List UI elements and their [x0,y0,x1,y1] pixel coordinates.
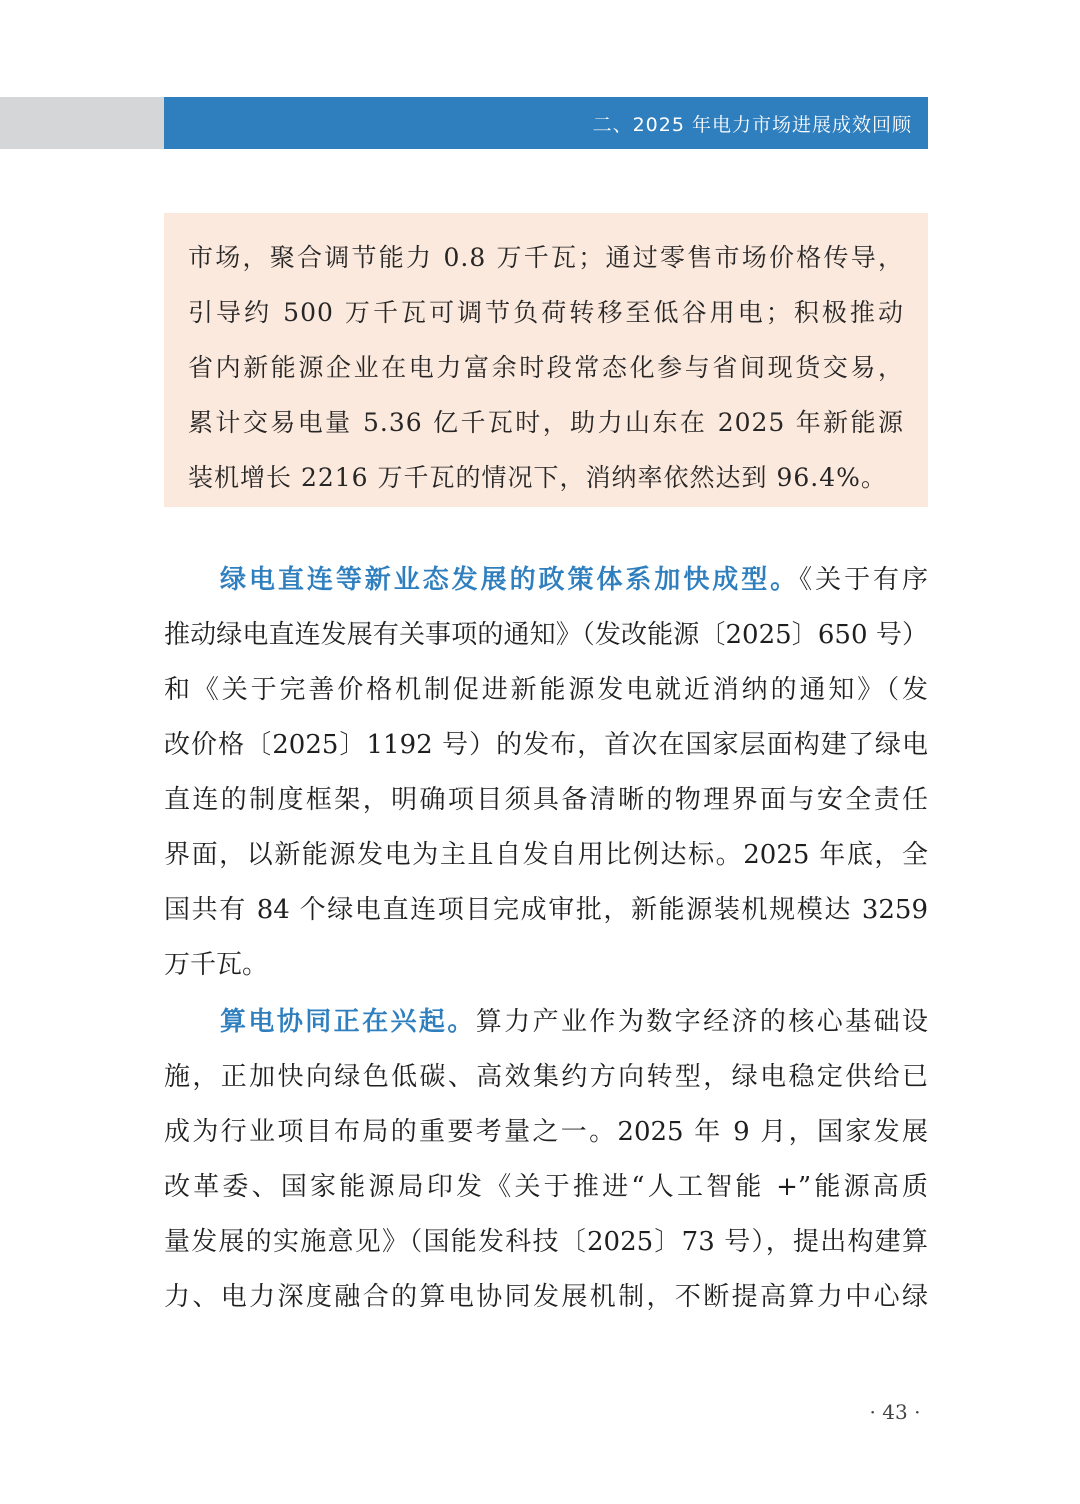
paragraph-text: 《关于有序 [799,565,928,595]
paragraph-line: 直连的制度框架，明确项目须具备清晰的物理界面与安全责任 [164,785,928,815]
paragraph-line: 推动绿电直连发展有关事项的通知》（发改能源〔2025〕650 号） [164,620,928,650]
paragraph-first-line [164,553,928,608]
callout-line: 累计交易电量 5.36 亿千瓦时，助力山东在 2025 年新能源 [188,408,904,437]
paragraph-line: 改革委、国家能源局印发《关于推进“人工智能 +”能源高质 [164,1172,928,1202]
paragraph-line: 量发展的实施意见》（国能发科技〔2025〕73 号），提出构建算 [164,1227,928,1257]
paragraph-line: 界面，以新能源发电为主且自发自用比例达标。2025 年底，全 [164,840,928,870]
paragraph-line: 成为行业项目布局的重要考量之一。2025 年 9 月，国家发展 [164,1117,928,1147]
paragraph-line: 和《关于完善价格机制促进新能源发电就近消纳的通知》（发 [164,675,928,705]
callout-line: 市场，聚合调节能力 0.8 万千瓦；通过零售市场价格传导， [188,243,904,272]
paragraph-lead-heading: 绿电直连等新业态发展的政策体系加快成型。 [220,565,800,595]
callout-box [164,213,928,507]
paragraph-line: 国共有 84 个绿电直连项目完成审批，新能源装机规模达 3259 [164,895,928,925]
header-grey-band [0,97,164,149]
paragraph-line: 改价格〔2025〕1192 号）的发布，首次在国家层面构建了绿电 [164,730,928,760]
callout-line: 引导约 500 万千瓦可调节负荷转移至低谷用电；积极推动 [188,298,904,327]
page-number: · 43 · [869,1400,921,1424]
paragraph-compute-power-synergy [164,995,928,1325]
callout-line: 装机增长 2216 万千瓦的情况下，消纳率依然达到 96.4%。 [188,463,887,492]
paragraph-line: 万千瓦。 [164,950,269,980]
paragraph-line: 施，正加快向绿色低碳、高效集约方向转型，绿电稳定供给已 [164,1062,928,1092]
callout-line: 省内新能源企业在电力富余时段常态化参与省间现货交易， [188,353,904,382]
paragraph-green-direct-connection [164,553,928,993]
paragraph-lead-heading: 算电协同正在兴起。 [220,1007,476,1037]
section-title: 二、2025 年电力市场进展成效回顾 [592,113,912,136]
paragraph-line: 力、电力深度融合的算电协同发展机制，不断提高算力中心绿 [164,1282,928,1312]
paragraph-first-line [164,995,928,1050]
section-header-bar [164,97,928,149]
paragraph-text: 算力产业作为数字经济的核心基础设 [475,1007,928,1037]
